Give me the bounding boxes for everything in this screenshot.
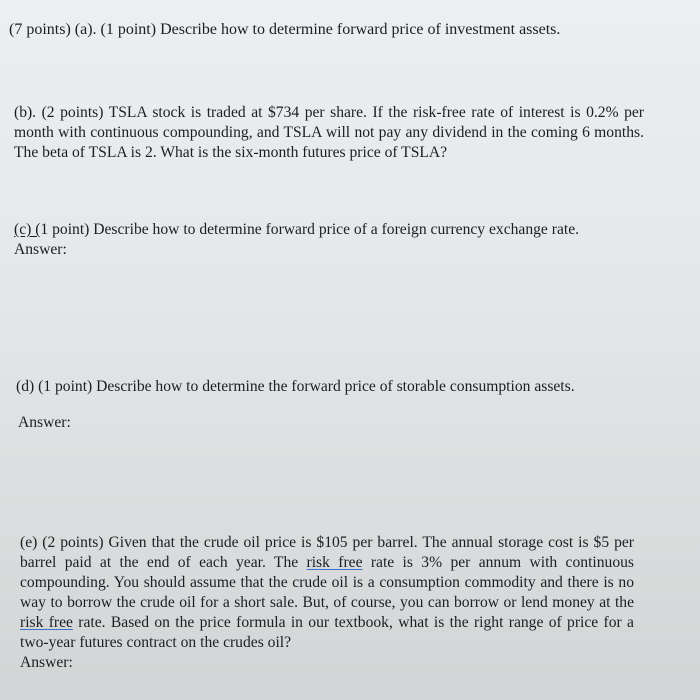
question-e-text-3: rate. Based on the price formula in our textbook, what is the right range of price for a two-year futures contract on the crudes oil? [20,614,634,651]
question-b: (b). (2 points) TSLA stock is traded at $734 per share. If the risk-free rate of interest is 0.2% per month with continuous compounding, and TSLA will not pay any dividend in the coming 6 months. The beta of TSLA is 2. What is the six-month futures price of TSLA? [14,104,644,161]
question-e [20,533,634,673]
answer-label-d: Answer: [18,414,71,431]
answer-label-e: Answer: [20,654,73,671]
risk-free-link-1: risk free [306,554,363,571]
question-e-text-2: rate is 3% per annum with continuous compounding. You should assume that the crude oil is a consumption commodity and there is no way to borrow the crude oil for a short sale. But, of course, you can borrow or lend money at the [20,554,634,611]
question-e-text-1: (e) (2 points) Given that the crude oil price is $105 per barrel. The annual storage cost is $5 per barrel paid at the end of each year. The [20,534,634,571]
question-d: (d) (1 point) Describe how to determine the forward price of storable consumption assets. [16,378,575,395]
answer-label-c: Answer: [14,241,67,258]
question-c-label: (c) ( [14,221,41,238]
risk-free-link-2: risk free [20,614,73,631]
question-c [14,220,640,260]
question-c-text: 1 point) Describe how to determine forward price of a foreign currency exchange rate. [40,221,580,238]
question-a: (7 points) (a). (1 point) Describe how to determine forward price of investment assets. [9,21,561,38]
